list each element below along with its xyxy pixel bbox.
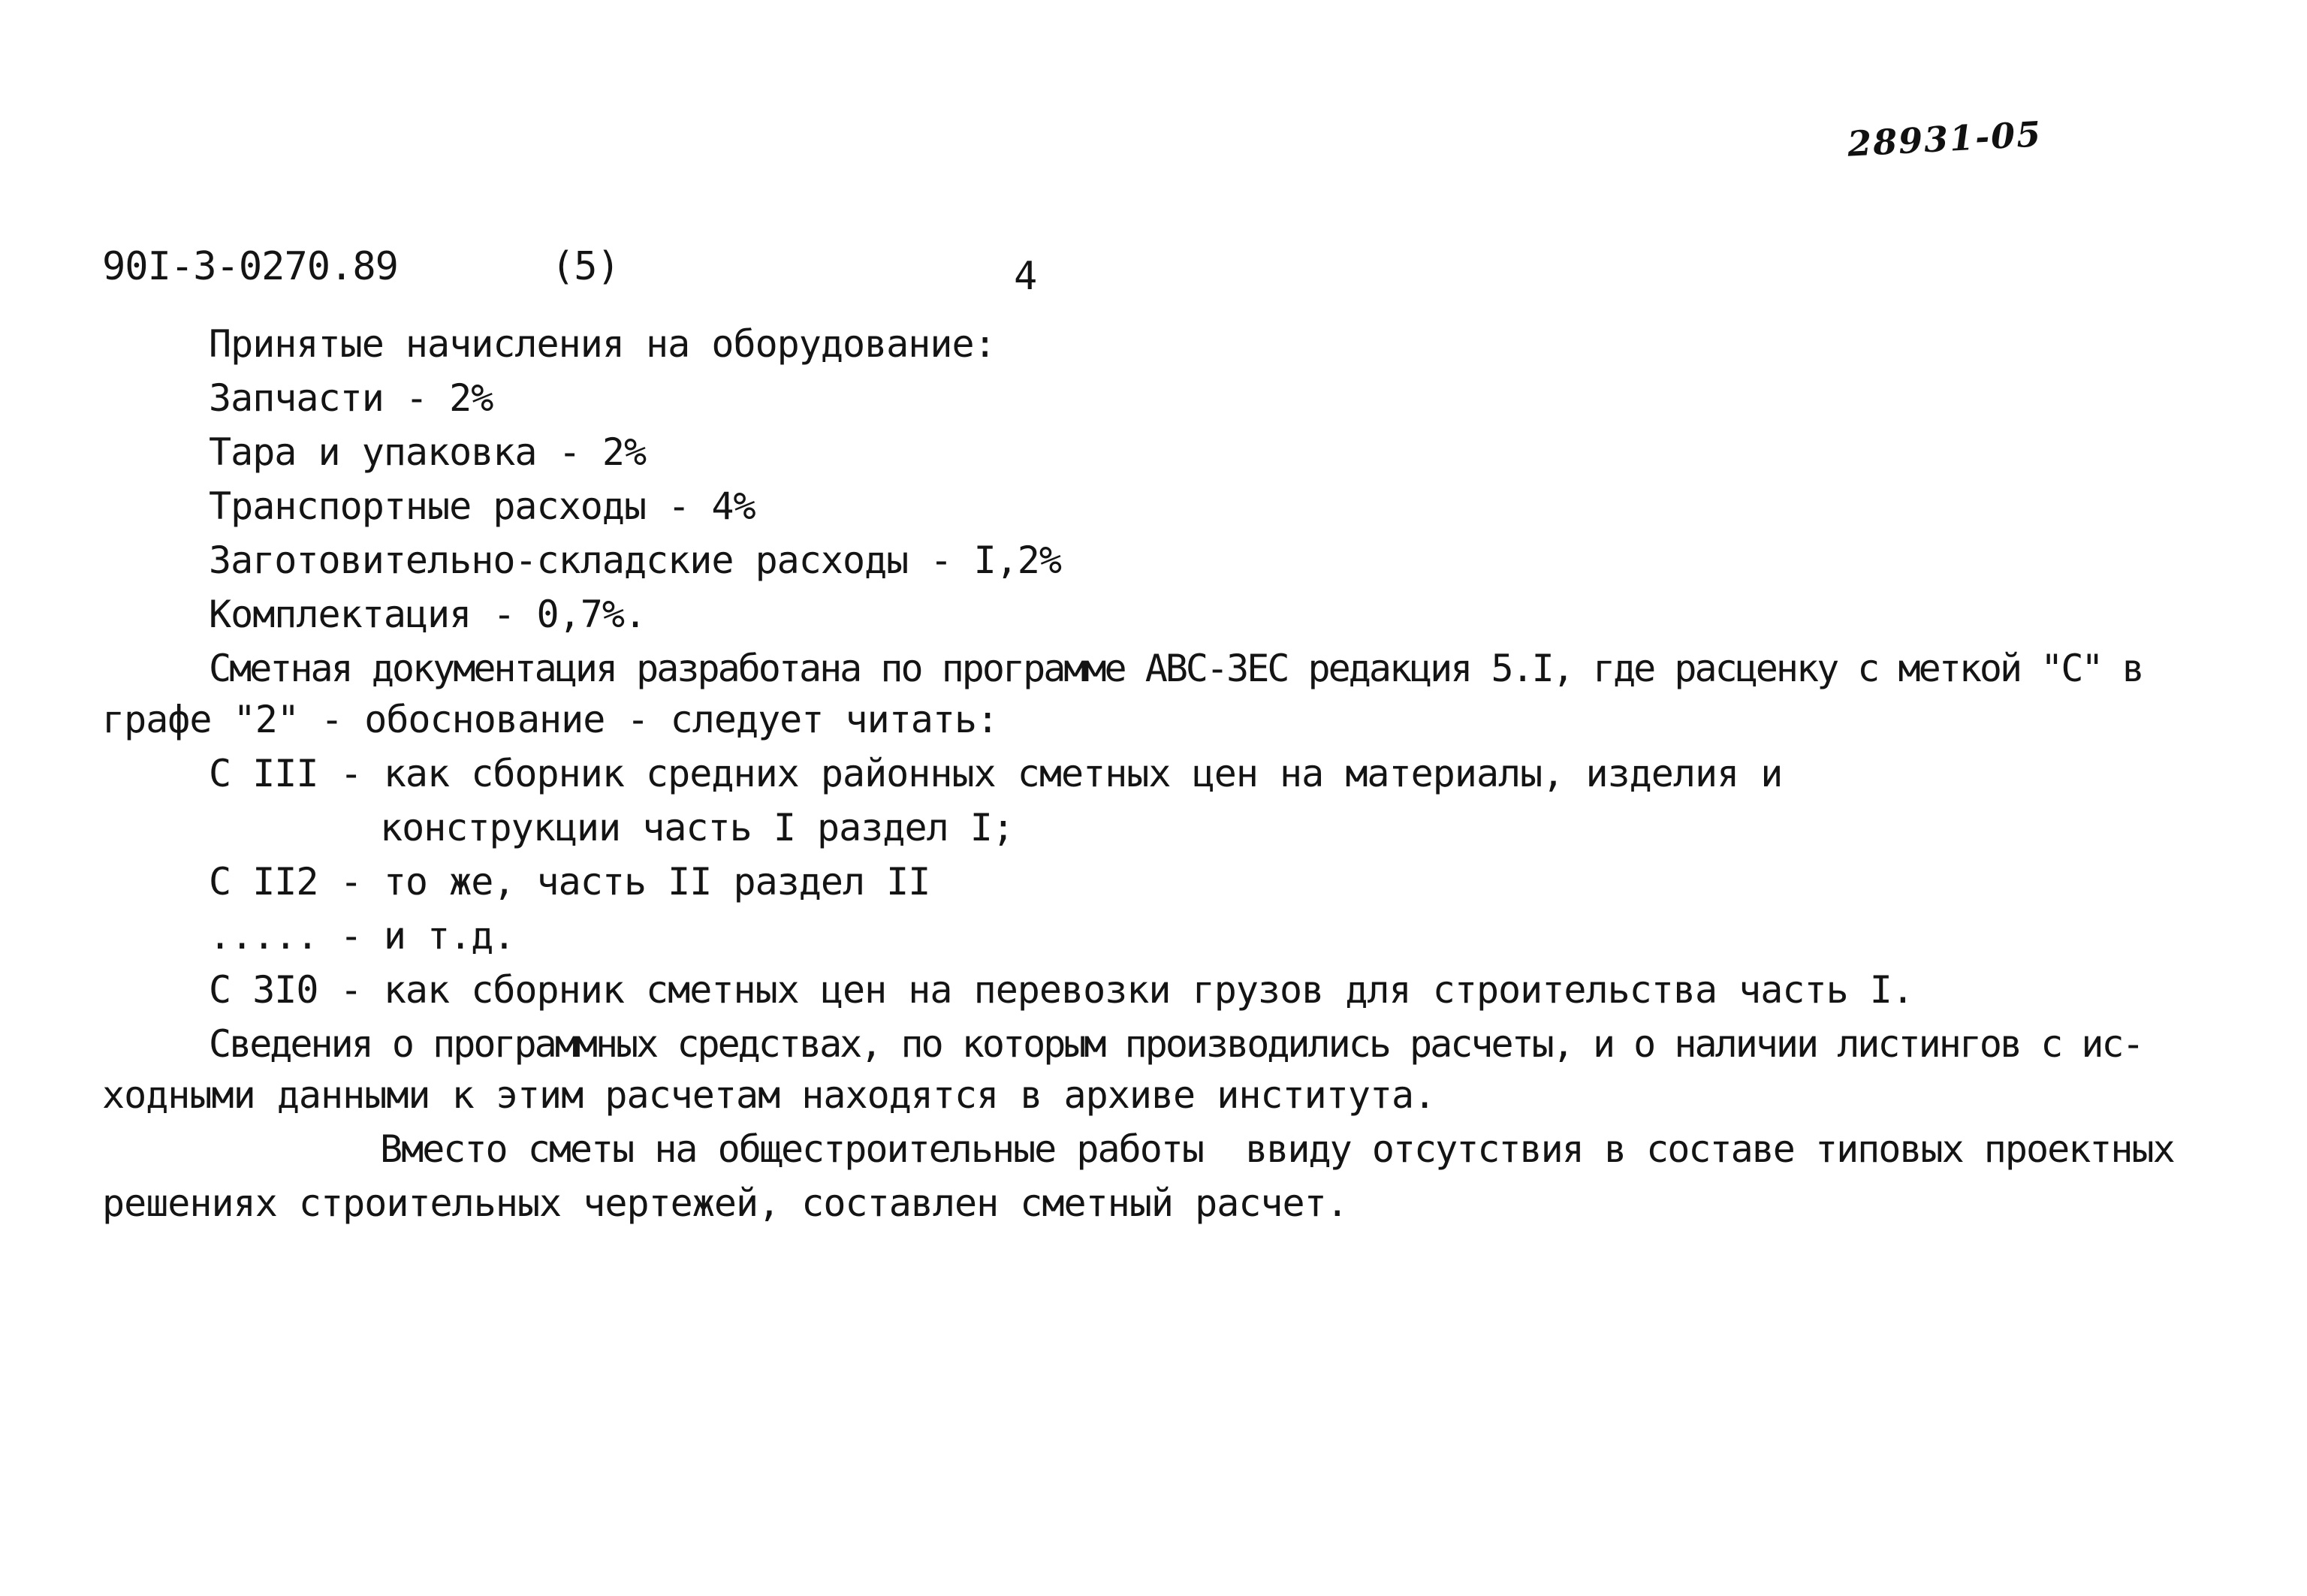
program-paragraph-line-2: графе "2" - обоснование - следует читать:: [102, 698, 999, 741]
estimate-paragraph-line-1: Вместо сметы на общестроительные работы ввиду отсутствия в составе типовых проектных: [380, 1127, 2174, 1171]
charge-warehouse: Заготовительно-складские расходы - I,2%: [209, 539, 1061, 582]
equipment-charges-heading: Принятые начисления на оборудование:: [209, 322, 996, 366]
code-c310: С 3I0 - как сборник сметных цен на перевозки грузов для строительства часть I.: [209, 968, 1913, 1012]
code-c111-line-2: конструкции часть I раздел I;: [380, 806, 1014, 849]
document-code: 90I-3-0270.89: [102, 244, 398, 289]
program-paragraph-line-1: Сметная документация разработана по программе АВС-ЗЕС редакция 5.I, где расценку с меткой "С" в: [209, 647, 2143, 690]
charge-spare-parts: Запчасти - 2%: [209, 376, 493, 420]
software-paragraph-line-1: Сведения о программных средствах, по которым производились расчеты, и о наличии листингов с ис-: [209, 1022, 2143, 1066]
page-number: 4: [1014, 254, 1037, 299]
estimate-paragraph-line-2: решениях строительных чертежей, составлен сметный расчет.: [102, 1181, 1348, 1225]
charge-completion: Комплектация - 0,7%.: [209, 593, 647, 636]
software-paragraph-line-2: ходными данными к этим расчетам находятся в архиве института.: [102, 1073, 1436, 1117]
code-c111-line-1: С III - как сборник средних районных сметных цен на материалы, изделия и: [209, 752, 1783, 795]
archive-number: 28931-05: [1846, 113, 2043, 164]
code-etc: ..... - и т.д.: [209, 914, 515, 958]
charge-transport: Транспортные расходы - 4%: [209, 484, 755, 528]
charge-packaging: Тара и упаковка - 2%: [209, 430, 647, 474]
issue-number: (5): [551, 244, 620, 289]
code-c112: С II2 - то же, часть II раздел II: [209, 860, 930, 904]
